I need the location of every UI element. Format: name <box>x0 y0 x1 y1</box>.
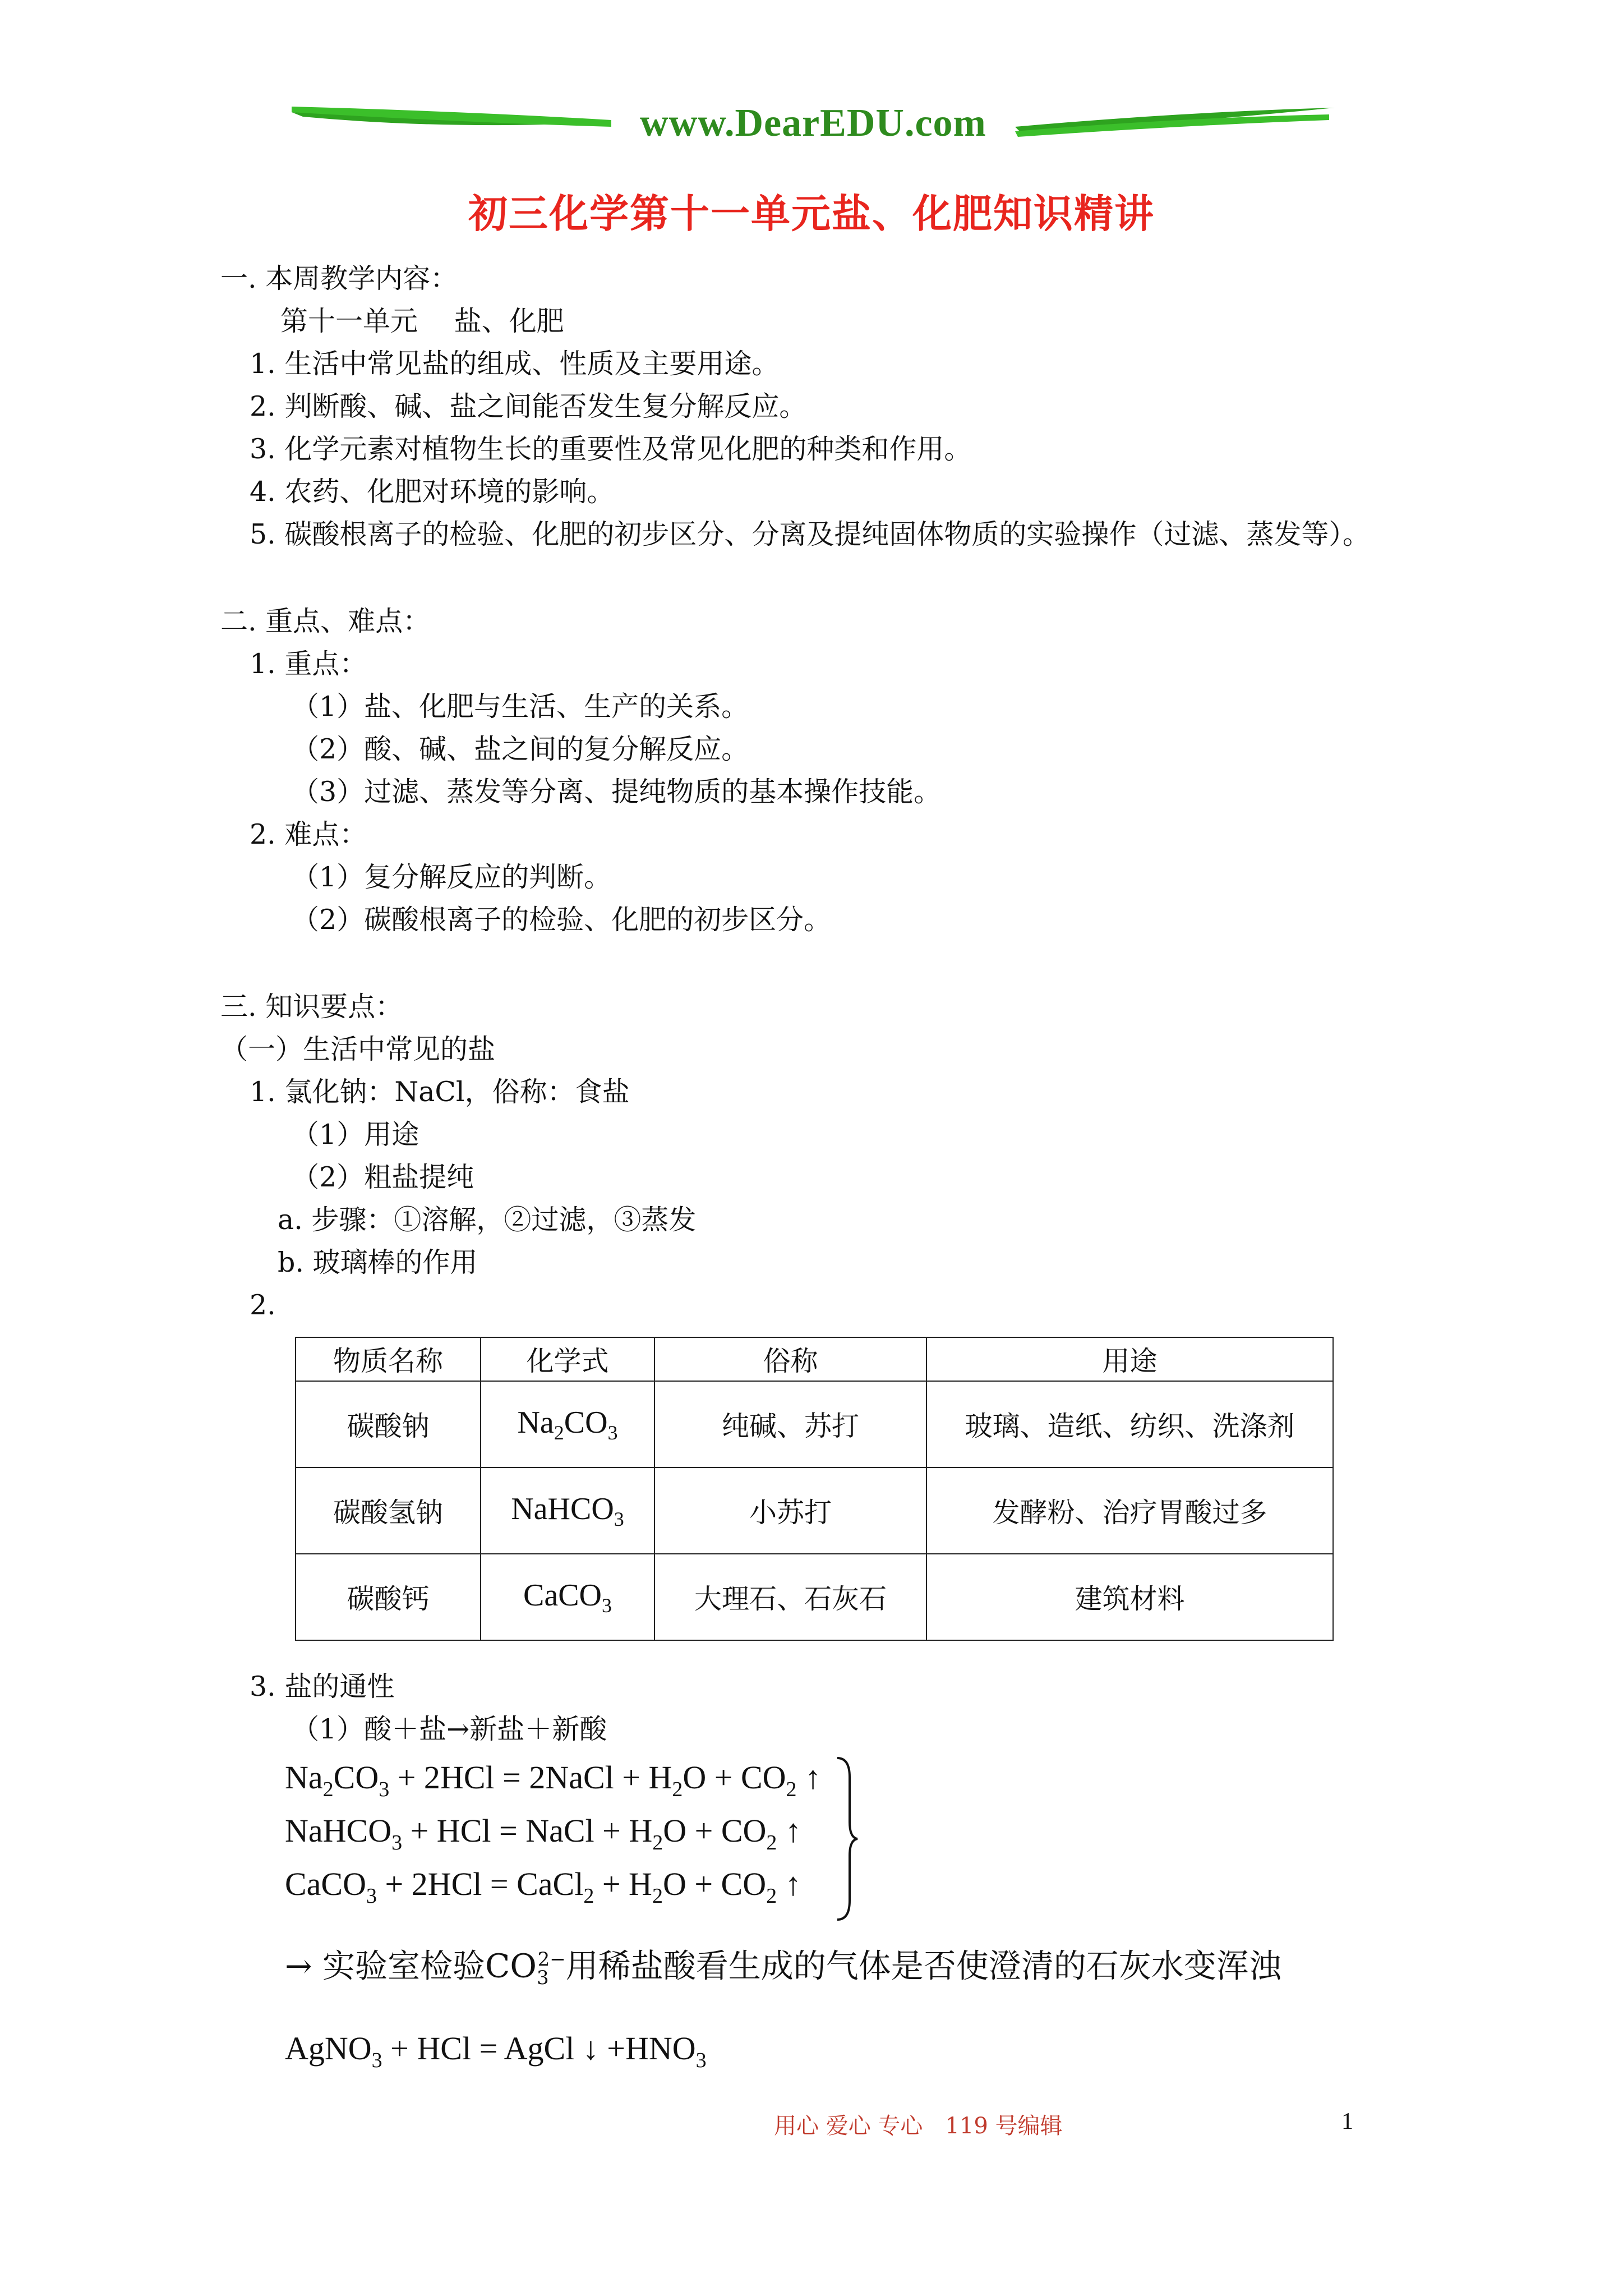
table-header: 化学式 <box>481 1337 654 1381</box>
list-item: 1. 生活中常见盐的组成、性质及主要用途。 <box>250 348 780 380</box>
list-item: 3. 化学元素对植物生长的重要性及常见化肥的种类和作用。 <box>250 433 972 465</box>
list-item: 1. 重点： <box>250 648 367 680</box>
equation-na2co3-hcl: $Na_2CO_3 + 2HCl$ = 2NaCl + $H_2O + CO_2$ ↑ <box>285 1759 822 1801</box>
substance-name: 碳酸氢钠 <box>296 1467 481 1554</box>
table-row <box>296 1467 1333 1554</box>
list-item: 3. 盐的通性 <box>250 1671 395 1703</box>
list-item: （3）过滤、蒸发等分离、提纯物质的基本操作技能。 <box>292 776 942 808</box>
list-item: 2. 判断酸、碱、盐之间能否发生复分解反应。 <box>250 390 807 422</box>
unit-subtitle: 第十一单元 盐、化肥 <box>280 305 564 337</box>
section-heading: 一. 本周教学内容： <box>220 263 458 295</box>
list-item: （1）用途 <box>292 1119 419 1151</box>
list-item: 2. <box>250 1289 276 1321</box>
list-item: 1. 氯化钠：NaCl，俗称：食盐 <box>250 1076 630 1108</box>
document-title: 初三化学第十一单元盐、化肥知识精讲 <box>468 190 1155 237</box>
table-header: 物质名称 <box>296 1337 481 1381</box>
co3-test-note: → 实验室检验$CO_3^{2-}$用稀盐酸看生成的气体是否使澄清的石灰水变浑浊 <box>285 1947 1281 1989</box>
equation-nahco3-hcl: NaHCO$_3$ + HCl = NaCl + $H_2O + CO_2$ ↑ <box>285 1812 801 1855</box>
site-header <box>0 95 1623 163</box>
list-item: （2）碳酸根离子的检验、化肥的初步区分。 <box>292 904 832 936</box>
common-name: 纯碱、苏打 <box>654 1381 926 1467</box>
site-name: www.DearEDU.com <box>640 102 986 145</box>
list-item: 4. 农药、化肥对环境的影响。 <box>250 476 615 508</box>
uses: 建筑材料 <box>926 1554 1333 1640</box>
uses: 玻璃、造纸、纺织、洗涤剂 <box>926 1381 1333 1467</box>
common-name: 小苏打 <box>654 1467 926 1554</box>
table-row <box>296 1554 1333 1640</box>
common-name: 大理石、石灰石 <box>654 1554 926 1640</box>
salt-properties-table <box>295 1337 1334 1641</box>
page-number: 1 <box>1341 2109 1353 2134</box>
equation-caco3-hcl: CaCO$_3$ + 2HCl = CaCl$_2$ + $H_2O + CO_2$ ↑ <box>285 1866 801 1908</box>
list-item: （1）盐、化肥与生活、生产的关系。 <box>292 691 749 723</box>
list-item: b. 玻璃棒的作用 <box>278 1246 478 1278</box>
section-heading: 二. 重点、难点： <box>220 605 431 637</box>
section-heading: 三. 知识要点： <box>220 991 403 1023</box>
list-item: 5. 碳酸根离子的检验、化肥的初步区分、分离及提纯固体物质的实验操作（过滤、蒸发等）。 <box>250 518 1370 550</box>
substance-name: 碳酸钠 <box>296 1381 481 1467</box>
list-item: 2. 难点： <box>250 818 367 850</box>
list-item: （1）酸＋盐→新盐＋新酸 <box>292 1713 607 1745</box>
list-item: a. 步骤：①溶解，②过滤，③蒸发 <box>278 1204 697 1236</box>
chemical-formula: NaHCO$_3$ <box>481 1467 654 1554</box>
table-row <box>296 1381 1333 1467</box>
table-header-row <box>296 1337 1333 1381</box>
subsection-heading: （一）生活中常见的盐 <box>220 1033 496 1065</box>
chemical-formula: $Na_2CO_3$ <box>481 1381 654 1467</box>
right-brace-icon <box>833 1755 861 1923</box>
list-item: （2）酸、碱、盐之间的复分解反应。 <box>292 733 749 765</box>
list-item: （2）粗盐提纯 <box>292 1161 474 1193</box>
substance-name: 碳酸钙 <box>296 1554 481 1640</box>
equation-agno3-hcl: AgNO$_3$ + HCl = AgCl ↓ $+HNO_3$ <box>285 2030 707 2072</box>
table-header: 俗称 <box>654 1337 926 1381</box>
footer-text: 用心 爱心 专心 119 号编辑 <box>774 2113 1063 2139</box>
chemical-formula: CaCO$_3$ <box>481 1554 654 1640</box>
list-item: （1）复分解反应的判断。 <box>292 861 612 893</box>
table-header: 用途 <box>926 1337 1333 1381</box>
uses: 发酵粉、治疗胃酸过多 <box>926 1467 1333 1554</box>
